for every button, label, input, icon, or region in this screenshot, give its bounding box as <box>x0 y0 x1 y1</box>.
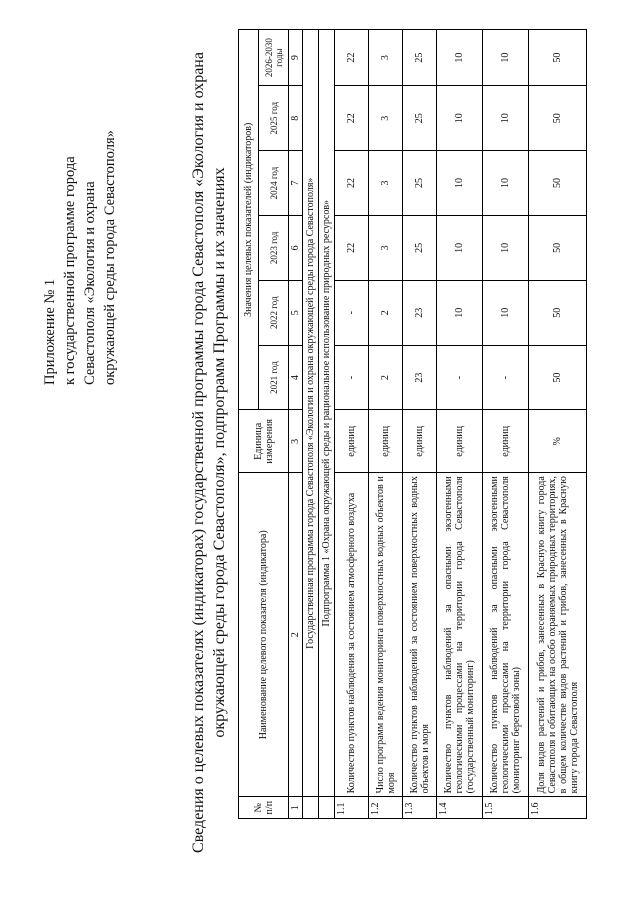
header-year-2023: 2023 год <box>259 215 289 280</box>
row-value: 10 <box>483 151 529 216</box>
row-unit: единиц <box>335 410 369 473</box>
row-value: 2 <box>369 280 403 345</box>
row-value: 22 <box>335 151 369 216</box>
col-number: 8 <box>289 86 303 151</box>
row-value: - <box>483 345 529 410</box>
table-row <box>403 30 437 819</box>
col-number: 9 <box>289 30 303 86</box>
row-value: 22 <box>335 215 369 280</box>
row-num: 1.1 <box>335 797 369 819</box>
row-value: 50 <box>529 86 587 151</box>
appendix-line-3: Севастополя «Экология и охрана <box>82 181 98 385</box>
row-value: 25 <box>403 215 437 280</box>
row-name: Количество пунктов наблюдений за состоянием поверхностных водных объектов и моря <box>403 473 437 797</box>
program-title: Государственная программа города Севастополя «Экология и охрана окружающей среды города Севастополя» <box>303 30 319 797</box>
col-number: 7 <box>289 151 303 216</box>
header-year-2024: 2024 год <box>259 151 289 216</box>
row-value: 50 <box>529 215 587 280</box>
row-unit: % <box>529 410 587 473</box>
appendix-line-1: Приложение № 1 <box>42 278 58 385</box>
appendix-block <box>40 25 120 385</box>
row-unit: единиц <box>403 410 437 473</box>
header-year-2025: 2025 год <box>259 86 289 151</box>
appendix-line-2: к государственной программе города <box>62 156 78 385</box>
header-name: Наименование целевого показателя (индикатора) <box>239 473 289 797</box>
header-num: № п/п <box>239 797 289 819</box>
table-row <box>437 30 483 819</box>
row-name: Количество пунктов наблюдений за опасными экзогенными геологическими процессами на территории города Севастополя (государственный мониторинг) <box>437 473 483 797</box>
row-value: 10 <box>437 215 483 280</box>
row-num: 1.3 <box>403 797 437 819</box>
row-unit: единиц <box>437 410 483 473</box>
row-unit: единиц <box>483 410 529 473</box>
col-number: 2 <box>289 473 303 797</box>
header-year-2026-2030: 2026-2030 годы <box>259 30 289 86</box>
row-value: 22 <box>335 30 369 86</box>
table-row <box>369 30 403 819</box>
row-value: - <box>437 345 483 410</box>
row-value: 50 <box>529 280 587 345</box>
row-value: 2 <box>369 345 403 410</box>
indicators-table <box>238 29 587 819</box>
row-value: 10 <box>483 280 529 345</box>
col-number: 3 <box>289 410 303 473</box>
row-num: 1.5 <box>483 797 529 819</box>
row-value: 10 <box>483 30 529 86</box>
row-value: 10 <box>483 86 529 151</box>
row-value: 3 <box>369 30 403 86</box>
row-value: 22 <box>335 86 369 151</box>
row-value: 10 <box>437 151 483 216</box>
appendix-line-4: окружающей среды города Севастополя» <box>102 130 118 385</box>
row-value: 23 <box>403 345 437 410</box>
row-value: 50 <box>529 30 587 86</box>
subprogram-title: Подпрограмма 1 «Охрана окружающей среды и рациональное использование природных ресурсов» <box>319 30 335 797</box>
table-row <box>335 30 369 819</box>
header-values-group: Значения целевых показателей (индикаторов) <box>239 30 259 410</box>
row-value: 10 <box>437 86 483 151</box>
header-year-2021: 2021 год <box>259 345 289 410</box>
subprogram-row-spacer <box>319 797 335 819</box>
row-value: 50 <box>529 151 587 216</box>
row-unit: единиц <box>369 410 403 473</box>
row-num: 1.6 <box>529 797 587 819</box>
col-number: 1 <box>289 797 303 819</box>
row-value: 3 <box>369 151 403 216</box>
row-value: 50 <box>529 345 587 410</box>
row-value: - <box>335 280 369 345</box>
col-number: 5 <box>289 280 303 345</box>
header-unit: Единица измерения <box>239 410 289 473</box>
row-name: Число программ ведения мониторинга поверхностных водных объектов и моря <box>369 473 403 797</box>
row-name: Количество пунктов наблюдений за опасными экзогенными геологическими процессами на территории города Севастополя (мониторинг береговой зоны) <box>483 473 529 797</box>
row-name: Доля видов растений и грибов, занесенных в Красную книгу города Севастополя и обитающих на особо охраняемых природных территориях, в общем количестве видов растений и грибов, занесенных в Красную книгу города Севастополя <box>529 473 587 797</box>
row-value: 23 <box>403 280 437 345</box>
document-title-line-1: Сведения о целевых показателях (индикаторах) государственной программы города Севастополя «Экология и охрана <box>190 52 207 853</box>
row-value: 25 <box>403 151 437 216</box>
table-row <box>529 30 587 819</box>
row-value: 10 <box>483 215 529 280</box>
row-value: 25 <box>403 30 437 86</box>
col-number: 4 <box>289 345 303 410</box>
row-value: 25 <box>403 86 437 151</box>
row-value: 3 <box>369 215 403 280</box>
row-num: 1.4 <box>437 797 483 819</box>
table-row <box>483 30 529 819</box>
row-name: Количество пунктов наблюдения за состоянием атмосферного воздуха <box>335 473 369 797</box>
header-year-2022: 2022 год <box>259 280 289 345</box>
col-number: 6 <box>289 215 303 280</box>
row-num: 1.2 <box>369 797 403 819</box>
row-value: 10 <box>437 30 483 86</box>
document-title-line-2: окружающей среды города Севастополя», подпрограмм Программы и их значениях <box>211 167 228 738</box>
row-value: 3 <box>369 86 403 151</box>
row-value: - <box>335 345 369 410</box>
row-value: 10 <box>437 280 483 345</box>
program-row-spacer <box>303 797 319 819</box>
